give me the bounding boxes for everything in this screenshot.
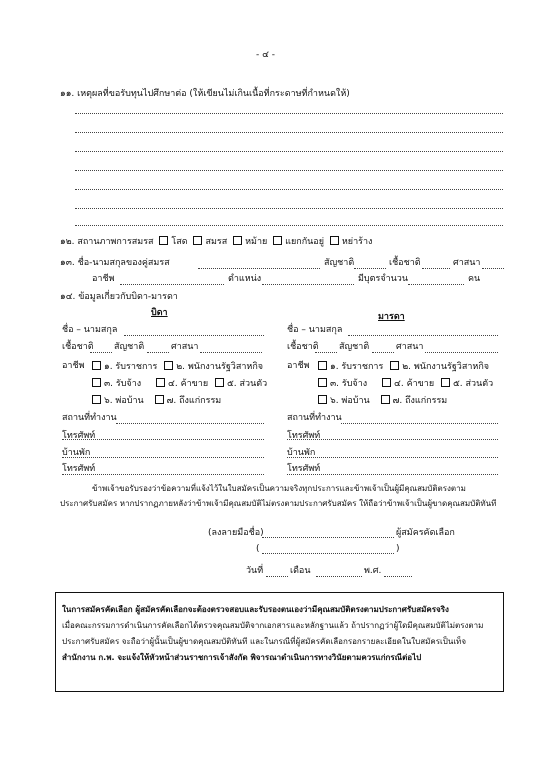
- spouse-religion-label: ศาสนา: [453, 258, 481, 268]
- mother-workplace-label: สถานที่ทำงาน: [287, 413, 342, 423]
- option-single: โสด: [171, 237, 188, 247]
- children-label: มีบุตรจำนวน: [358, 274, 409, 284]
- mother-opt1: ๑. รับราชการ: [330, 362, 384, 372]
- father-checkbox-7[interactable]: [155, 395, 164, 404]
- date-label: วันที่: [246, 566, 264, 576]
- mother-checkbox-4[interactable]: [382, 378, 391, 387]
- father-nationality-field[interactable]: [147, 352, 169, 353]
- mother-opt-row3: [318, 395, 447, 407]
- mother-checkbox-6[interactable]: [318, 395, 327, 404]
- checkbox-married[interactable]: [193, 236, 202, 245]
- answer-line-2[interactable]: [75, 132, 503, 133]
- mother-opt7: ๗. ถึงแก่กรรม: [392, 396, 448, 406]
- father-race-label: เชื้อชาติ: [62, 342, 94, 352]
- father-opt3: ๓. รับจ้าง: [104, 379, 142, 389]
- father-home-phone-field[interactable]: [62, 474, 264, 475]
- father-opt-row2: [92, 378, 267, 390]
- spouse-nationality-label: สัญชาติ: [324, 258, 355, 268]
- mother-opt5: ๕. ส่วนตัว: [453, 379, 494, 389]
- mother-workplace-field[interactable]: [341, 423, 498, 424]
- mother-nationality-field[interactable]: [372, 352, 394, 353]
- father-opt5: ๕. ส่วนตัว: [227, 379, 268, 389]
- mother-religion-label: ศาสนา: [396, 342, 424, 352]
- children-unit: คน: [468, 274, 481, 284]
- checkbox-separated[interactable]: [273, 236, 282, 245]
- father-checkbox-3[interactable]: [92, 378, 101, 387]
- option-separated: แยกกันอยู่: [285, 237, 324, 247]
- answer-line-7[interactable]: [75, 225, 503, 226]
- mother-home-phone-field[interactable]: [287, 474, 498, 475]
- spouse-position-label: ตำแหน่ง: [228, 274, 262, 284]
- sign-paren-open: (: [256, 544, 260, 554]
- sign-paren-close: ): [396, 544, 400, 554]
- year-field[interactable]: [384, 576, 412, 577]
- answer-line-1[interactable]: [75, 113, 503, 114]
- sec11-label: ๑๑. เหตุผลที่ขอรับทุนไปศึกษาต่อ (ให้เขียนไม่เกินเนื้อที่กระดาษที่กำหนดให้): [60, 89, 350, 99]
- month-field[interactable]: [316, 576, 362, 577]
- mother-name-field[interactable]: [348, 335, 498, 336]
- answer-line-6[interactable]: [75, 208, 503, 209]
- answer-line-5[interactable]: [75, 189, 503, 190]
- answer-line-4[interactable]: [75, 170, 503, 171]
- year-label: พ.ศ.: [364, 566, 382, 576]
- father-religion-field[interactable]: [200, 352, 262, 353]
- notice-line-4: สำนักงาน ก.พ. จะแจ้งให้หัวหน้าส่วนราชการเจ้าสังกัด พิจารณาดำเนินการทางวินัยตามควรแก่กรณีต่อไป: [62, 653, 422, 662]
- mother-phone-label: โทรศัพท์: [287, 431, 321, 441]
- answer-line-3[interactable]: [75, 151, 503, 152]
- father-home-label: บ้านพัก: [62, 448, 91, 458]
- spouse-religion-field[interactable]: [482, 268, 504, 269]
- mother-checkbox-2[interactable]: [390, 361, 399, 370]
- mother-home-field[interactable]: [287, 457, 498, 458]
- mother-opt-row2: [318, 378, 493, 390]
- mother-workplace-field-2[interactable]: [287, 439, 498, 440]
- father-opt2: ๒. พนักงานรัฐวิสาหกิจ: [176, 362, 264, 372]
- option-widowed: หม้าย: [245, 237, 268, 247]
- spouse-occupation-label: อาชีพ: [92, 274, 115, 284]
- father-workplace-label: สถานที่ทำงาน: [62, 413, 117, 423]
- mother-opt-row1: [318, 361, 489, 373]
- option-married: สมรส: [205, 237, 228, 247]
- father-checkbox-1[interactable]: [92, 361, 101, 370]
- notice-line-1: ในการสมัครคัดเลือก ผู้สมัครคัดเลือกจะต้องตรวจสอบและรับรองตนเองว่ามีคุณสมบัติตรงตามประกาศรับสมัครจริง: [62, 605, 449, 614]
- spouse-name-label: ๑๓. ชื่อ-นามสกุลของคู่สมรส: [60, 258, 170, 268]
- father-race-field[interactable]: [90, 352, 112, 353]
- spouse-race-field[interactable]: [422, 268, 450, 269]
- checkbox-widowed[interactable]: [233, 236, 242, 245]
- notice-line-2: เมื่อคณะกรรมการดำเนินการคัดเลือกได้ตรวจคุณสมบัติจากเอกสารและหลักฐานแล้ว ถ้าปรากฏว่าผู้ใดมีคุณสมบัติไม่ตรงตาม: [62, 621, 484, 630]
- date-field[interactable]: [266, 576, 288, 577]
- spouse-occupation-field[interactable]: [120, 284, 224, 285]
- signature-label: (ลงลายมือชื่อ): [208, 528, 264, 538]
- father-checkbox-4[interactable]: [156, 378, 165, 387]
- father-opt6: ๖. พ่อบ้าน: [104, 396, 144, 406]
- father-phone-label: โทรศัพท์: [62, 431, 96, 441]
- certify-line-1: ข้าพเจ้าขอรับรองว่าข้อความที่แจ้งไว้ในใบสมัครเป็นความจริงทุกประการและข้าพเจ้าเป็นผู้มีคุณสมบัติตรงตาม: [92, 484, 466, 493]
- mother-opt3: ๓. รับจ้าง: [330, 379, 368, 389]
- certify-line-2: ประกาศรับสมัคร หากปรากฏภายหลังว่าข้าพเจ้ามีคุณสมบัติไม่ตรงตามประกาศรับสมัคร ให้ถือว่าข้าพเจ้าเป็นผู้ขาดคุณสมบัติทันที: [60, 499, 497, 508]
- father-checkbox-2[interactable]: [164, 361, 173, 370]
- mother-opt2: ๒. พนักงานรัฐวิสาหกิจ: [402, 362, 490, 372]
- checkbox-divorced[interactable]: [330, 236, 339, 245]
- father-opt1: ๑. รับราชการ: [104, 362, 158, 372]
- mother-religion-field[interactable]: [425, 352, 498, 353]
- printed-name-field[interactable]: [262, 553, 394, 554]
- parents-section-label: ๑๔. ข้อมูลเกี่ยวกับบิดา-มารดา: [60, 292, 178, 302]
- mother-checkbox-1[interactable]: [318, 361, 327, 370]
- mother-race-label: เชื้อชาติ: [287, 342, 319, 352]
- father-home-phone-label: โทรศัพท์: [62, 464, 96, 474]
- mother-checkbox-5[interactable]: [441, 378, 450, 387]
- mother-opt6: ๖. พ่อบ้าน: [330, 396, 370, 406]
- father-name-field[interactable]: [124, 335, 264, 336]
- signature-field[interactable]: [262, 537, 394, 538]
- mother-checkbox-7[interactable]: [381, 395, 390, 404]
- mother-nationality-label: สัญชาติ: [339, 342, 370, 352]
- father-heading: บิดา: [151, 308, 168, 318]
- checkbox-single[interactable]: [159, 236, 168, 245]
- page-number: - ๔ -: [256, 50, 276, 60]
- mother-name-label: ชื่อ – นามสกุล: [287, 325, 343, 335]
- father-opt-row3: [92, 395, 221, 407]
- applicant-label: ผู้สมัครคัดเลือก: [396, 528, 455, 538]
- month-label: เดือน: [290, 566, 311, 576]
- father-workplace-field[interactable]: [116, 423, 264, 424]
- father-opt7: ๗. ถึงแก่กรรม: [166, 396, 222, 406]
- spouse-name-field[interactable]: [198, 268, 320, 269]
- mother-race-field[interactable]: [315, 352, 337, 353]
- marital-status-row: [60, 236, 372, 248]
- mother-opt4: ๔. ค้าขาย: [394, 379, 435, 389]
- father-religion-label: ศาสนา: [171, 342, 199, 352]
- mother-home-label: บ้านพัก: [287, 448, 316, 458]
- spouse-race-label: เชื้อชาติ: [389, 258, 421, 268]
- father-nationality-label: สัญชาติ: [114, 342, 145, 352]
- option-divorced: หย่าร้าง: [341, 237, 373, 247]
- notice-line-3: ประกาศรับสมัคร จะถือว่าผู้นั้นเป็นผู้ขาดคุณสมบัติทันที และในกรณีที่ผู้สมัครคัดเลือกรอกรายละเอียดในใบสมัครเป็นเท็จ: [62, 637, 467, 646]
- spouse-nationality-field[interactable]: [354, 268, 386, 269]
- father-home-field[interactable]: [62, 457, 264, 458]
- father-checkbox-6[interactable]: [92, 395, 101, 404]
- father-opt4: ๔. ค้าขาย: [168, 379, 209, 389]
- mother-checkbox-3[interactable]: [318, 378, 327, 387]
- marital-status-label: ๑๒. สถานภาพการสมรส: [60, 237, 154, 247]
- spouse-position-field[interactable]: [262, 284, 354, 285]
- children-count-field[interactable]: [408, 284, 464, 285]
- father-name-label: ชื่อ – นามสกุล: [62, 325, 118, 335]
- father-opt-row1: [92, 361, 263, 373]
- mother-occupation-label: อาชีพ: [287, 361, 310, 371]
- father-occupation-label: อาชีพ: [62, 361, 85, 371]
- mother-heading: มารดา: [378, 312, 405, 322]
- mother-home-phone-label: โทรศัพท์: [287, 464, 321, 474]
- father-checkbox-5[interactable]: [215, 378, 224, 387]
